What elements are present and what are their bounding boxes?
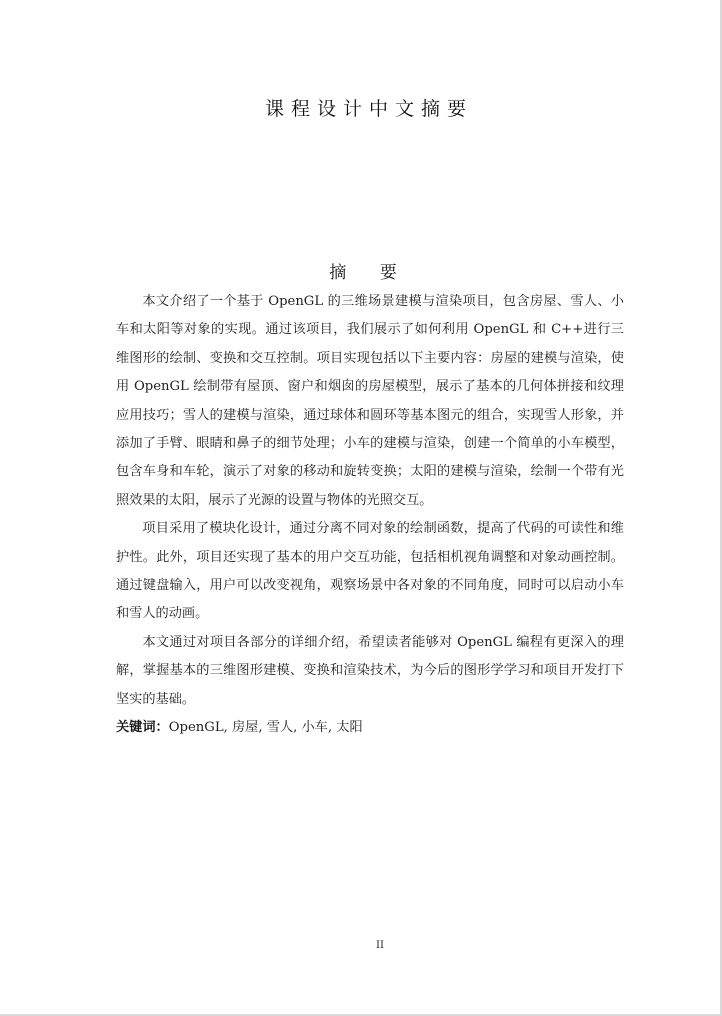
abstract-paragraph-2: 项目采用了模块化设计，通过分离不同对象的绘制函数，提高了代码的可读性和维护性。此外，项目还实现了基本的用户交互功能，包括相机视角调整和对象动画控制。通过键盘输入，用户可以改变视角，观察场景中各对象的不同角度，同时可以启动小车和雪人的动画。 <box>116 521 624 622</box>
abstract-paragraph-1: 本文介绍了一个基于 OpenGL 的三维场景建模与渲染项目，包含房屋、雪人、小车和太阳等对象的实现。通过该项目，我们展示了如何利用 OpenGL 和 C++进行三维图形的绘制、变换和交互控制。项目实现包括以下主要内容：房屋的建模与渲染，使用 OpenGL 绘制带有屋顶、窗户和烟囱的房屋模型，展示了基本的几何体拼接和纹理应用技巧；雪人的建模与渲染，通过球体和圆环等基本图元的组合，实现雪人形象，并添加了手臂、眼睛和鼻子的细节处理；小车的建模与渲染，创建一个简单的小车模型，包含车身和车轮，演示了对象的移动和旋转变换；太阳的建模与渲染，绘制一个带有光照效果的太阳，展示了光源的设置与物体的光照交互。 <box>116 294 624 508</box>
keywords-list: OpenGL, 房屋, 雪人, 小车, 太阳 <box>168 720 363 736</box>
page-number: II <box>376 940 384 951</box>
abstract-paragraph-3: 本文通过对项目各部分的详细介绍，希望读者能够对 OpenGL 编程有更深入的理解，掌握基本的三维图形建模、变换和渲染技术，为今后的图形学学习和项目开发打下坚实的基础。 <box>116 634 624 707</box>
keywords-label: 关键词： <box>116 720 169 736</box>
abstract-body <box>116 288 624 743</box>
keywords-line <box>116 714 624 742</box>
document-title: 课程设计中文摘要 <box>264 98 473 120</box>
abstract-heading: 摘 要 <box>329 263 411 283</box>
